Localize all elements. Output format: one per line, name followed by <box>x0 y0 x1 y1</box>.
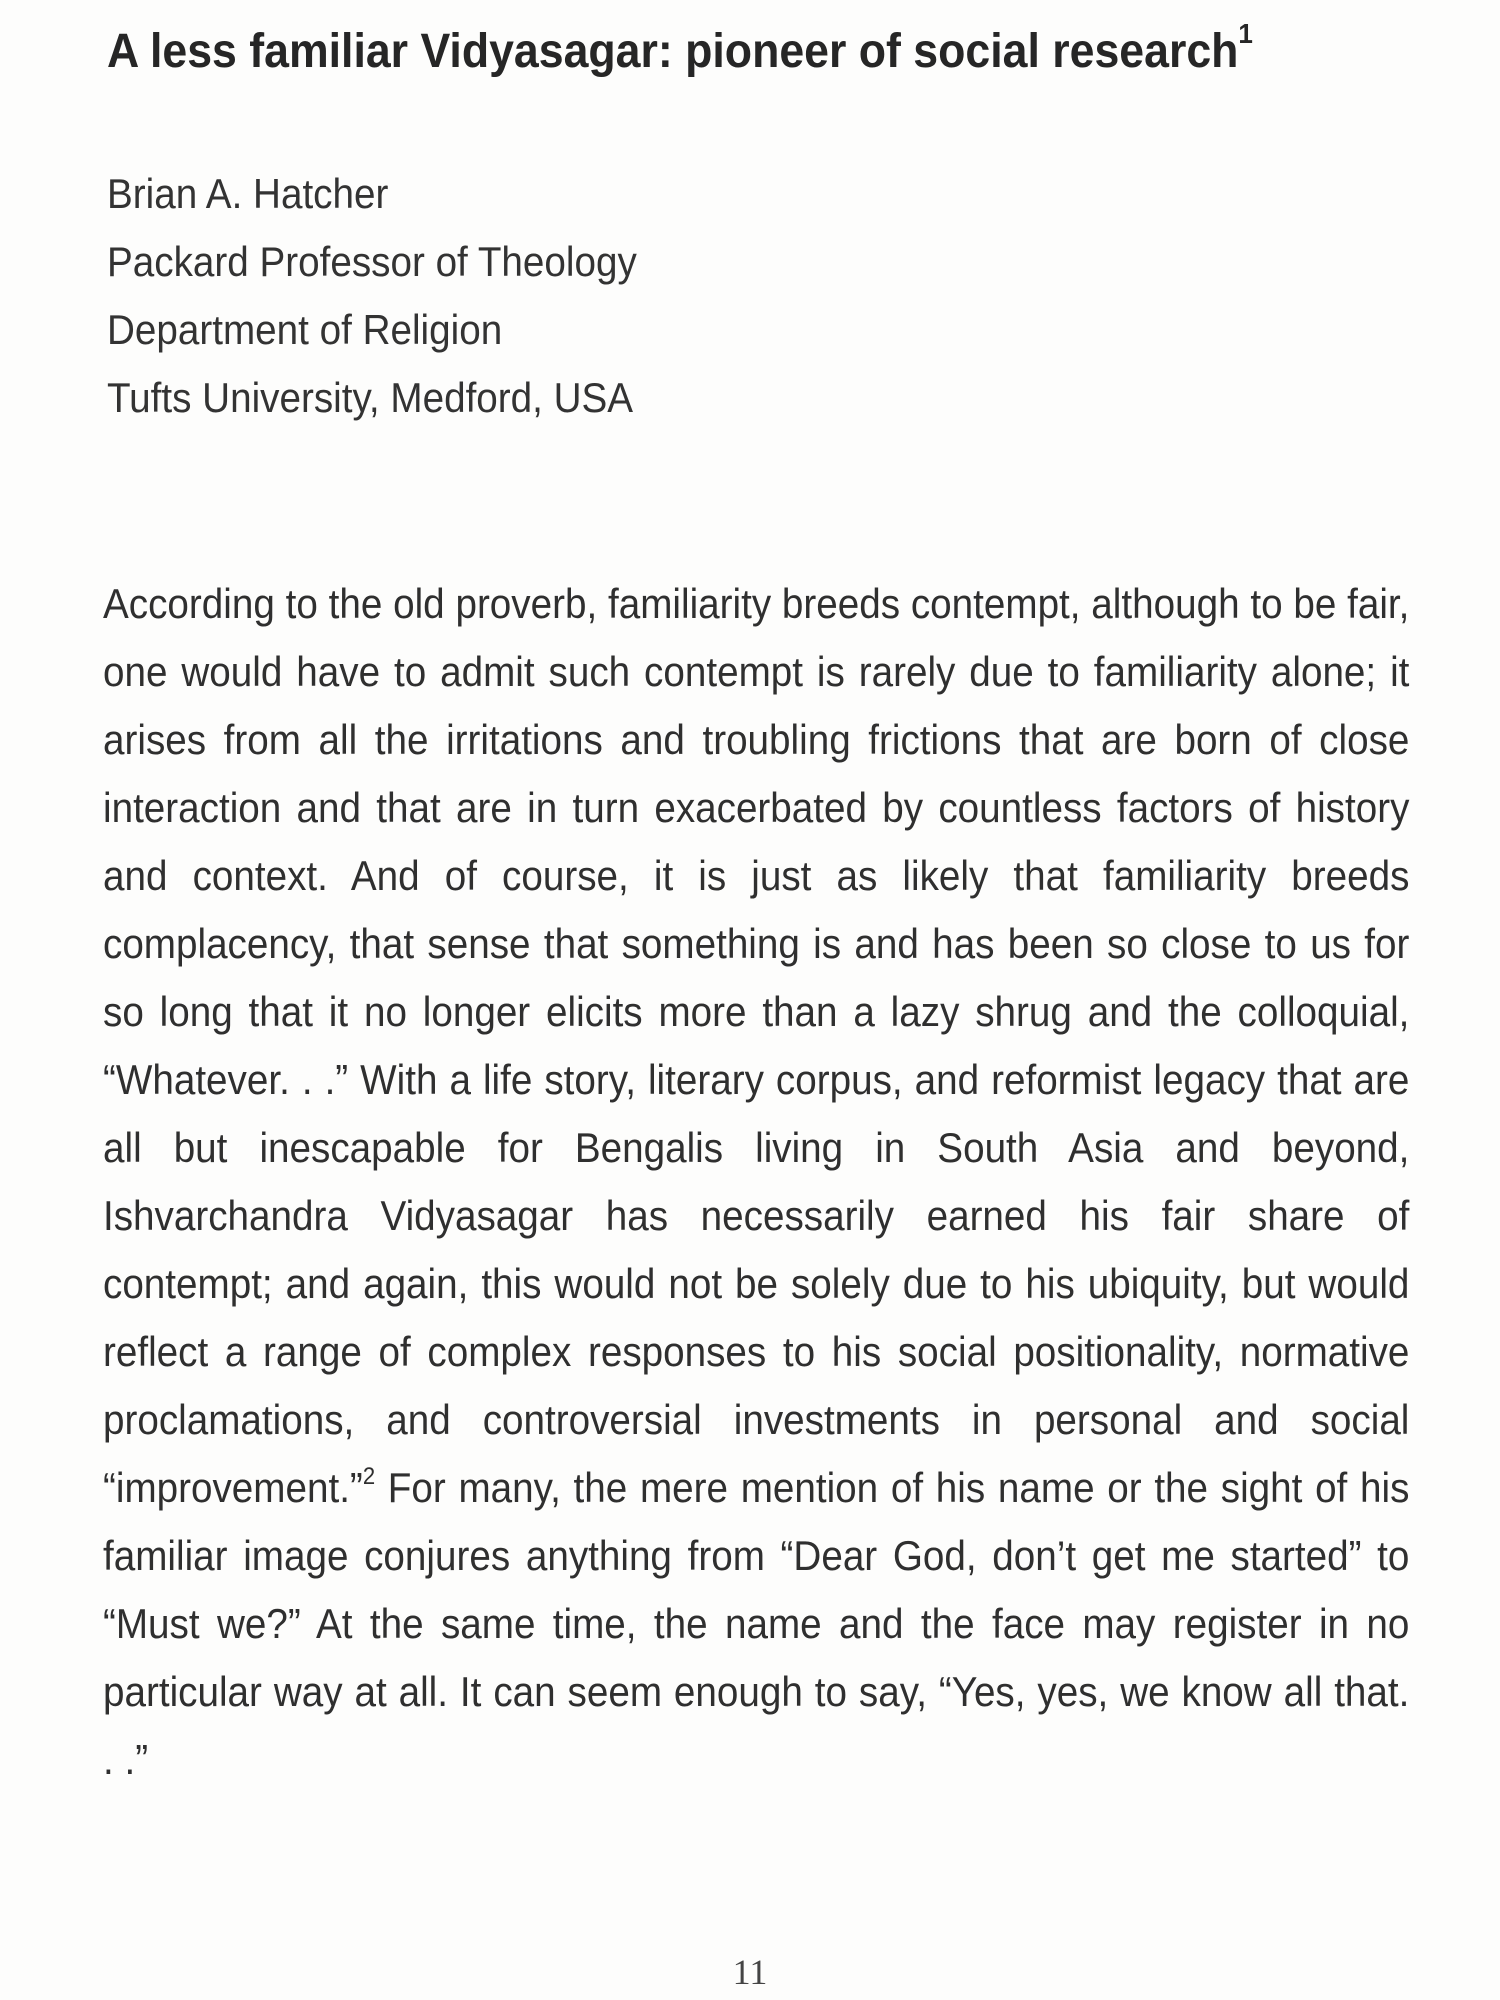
author-affiliation: Tufts University, Medford, USA <box>107 374 634 421</box>
article-title <box>107 20 1335 84</box>
footnote-marker-2: 2 <box>362 1463 376 1490</box>
author-name: Brian A. Hatcher <box>107 170 389 217</box>
title-footnote-marker: 1 <box>1238 18 1253 49</box>
body-text-part-1: According to the old proverb, familiarity breeds contempt, although to be fair, one would have to admit such contempt is rarely due to familiarity alone; it arises from all the irritations and troubling frictions that are born of close interaction and that are in turn exacerbated by countless factors of history and context. And of course, it is just as likely that familiarity breeds complacency, that sense that something is and has been so close to us for so long that it no longer elicits more than a lazy shrug and the colloquial, “Whatever. . .” With a life story, literary corpus, and reformist legacy that are all but inescapable for Bengalis living in South Asia and beyond, Ishvarchandra Vidyasagar has necessarily earned his fair share of contempt; and again, this would not be solely due to his ubiquity, but would reflect a range of complex responses to his social positionality, normative proclamations, and controversial investments in personal and social “improvement.” <box>103 580 1410 1511</box>
author-position: Packard Professor of Theology <box>107 238 637 285</box>
page-number: 11 <box>732 1952 768 1992</box>
author-department: Department of Religion <box>107 306 503 353</box>
body-paragraph <box>103 570 1409 1794</box>
body-text-part-2: For many, the mere mention of his name or the sight of his familiar image conjures anything from “Dear God, don’t get me started” to “Must we?” At the same time, the name and the face may register in no particular way at all. It can seem enough to say, “Yes, yes, we know all that. . .” <box>103 1464 1410 1783</box>
article-title-text: A less familiar Vidyasagar: pioneer of social research <box>107 25 1239 78</box>
author-block <box>107 160 1007 432</box>
